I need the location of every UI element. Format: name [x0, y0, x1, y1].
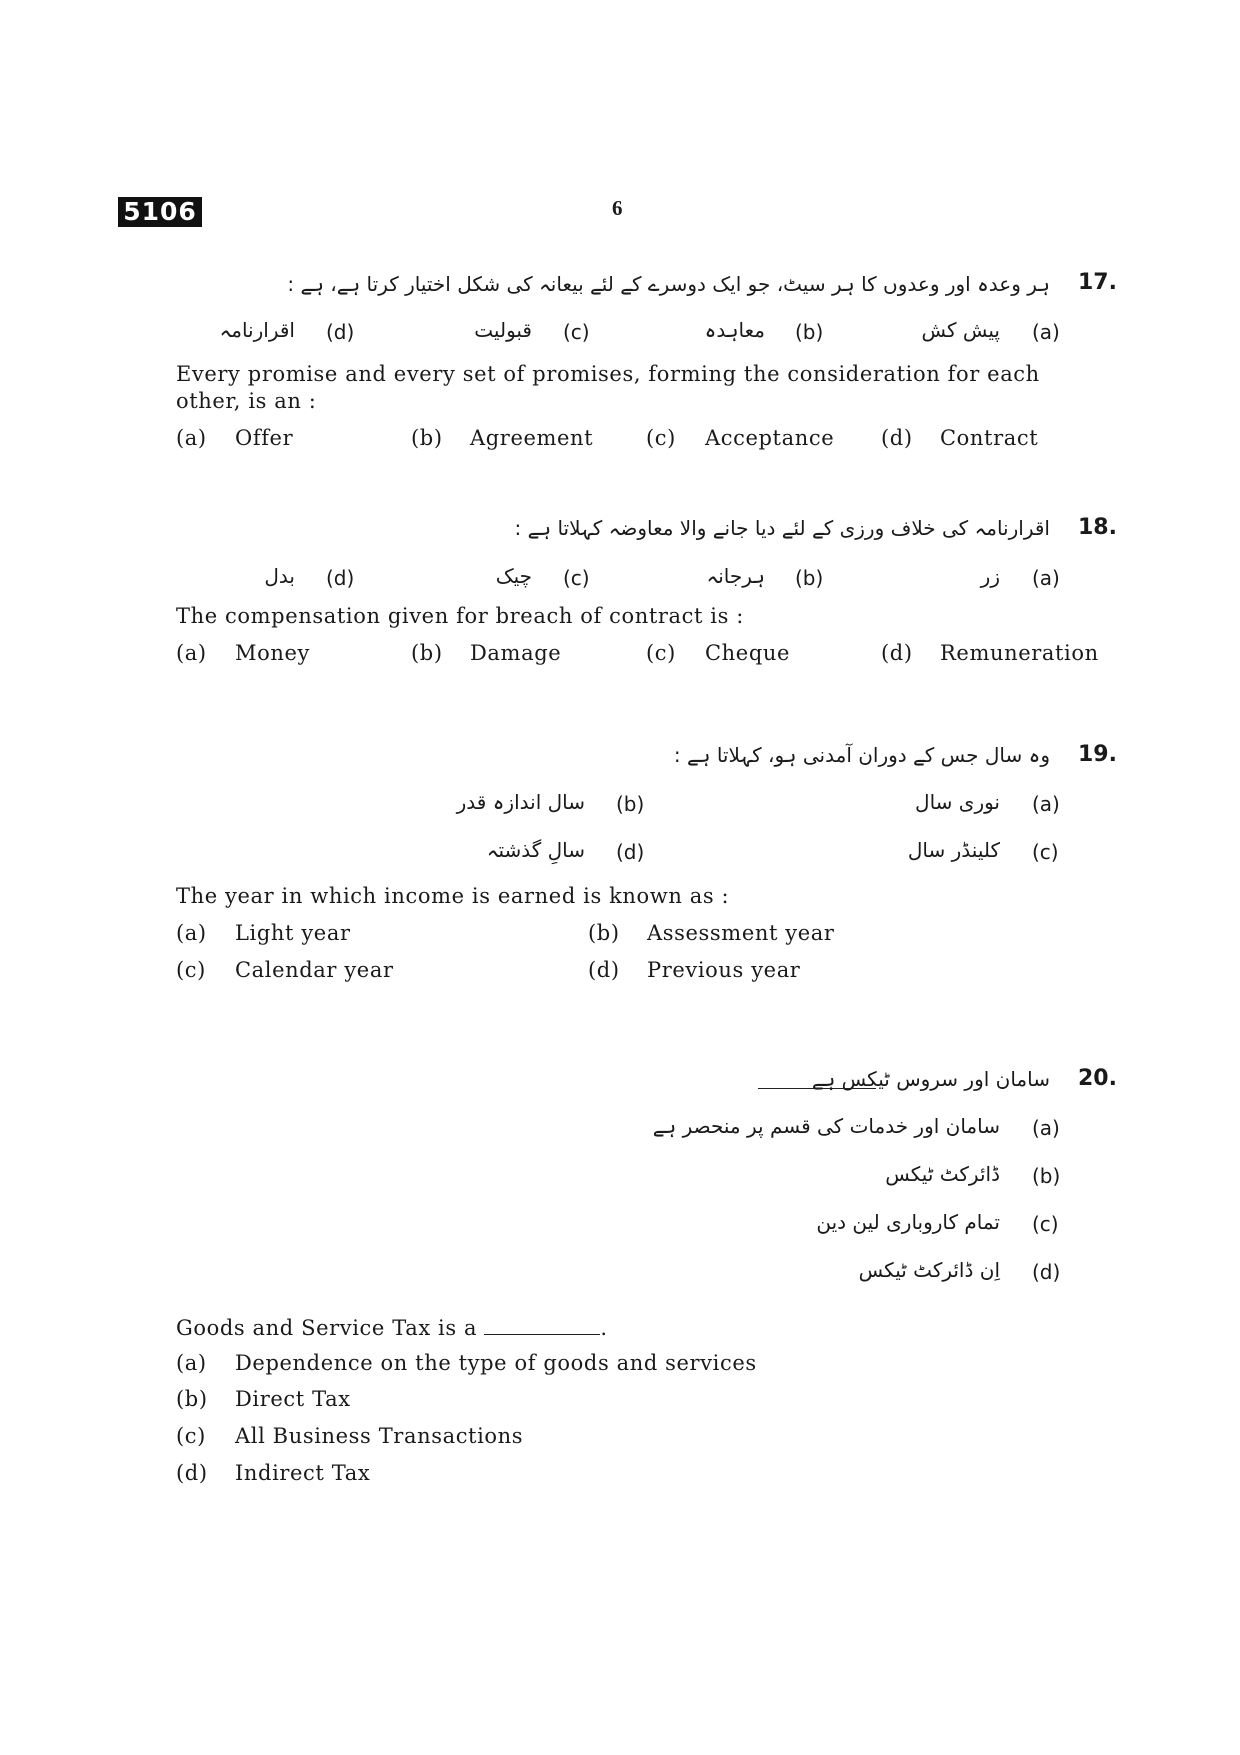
question-17-english-line-1: Every promise and every set of promises, forming the consideration for each: [176, 362, 1040, 386]
q18-option-d-label: (d): [881, 641, 913, 665]
question-19-urdu-text: وہ سال جس کے دوران آمدنی ہو، کہلاتا ہے :: [673, 743, 1050, 767]
q17-urdu-option-a-label: (a): [1032, 320, 1060, 344]
q17-option-d-text: Contract: [940, 426, 1039, 450]
q20-option-a-text: Dependence on the type of goods and services: [235, 1351, 757, 1375]
q18-urdu-option-a-text: زر: [980, 564, 1000, 588]
question-17-urdu-text: ہر وعدہ اور وعدوں کا ہر سیٹ، جو ایک دوسرے کے لئے بیعانہ کی شکل اختیار کرتا ہے، ہے :: [287, 272, 1050, 296]
question-19-number: 19.: [1078, 742, 1117, 767]
question-20-english-text: [176, 1314, 608, 1340]
question-18-number: 18.: [1078, 515, 1117, 540]
q18-urdu-option-d-label: (d): [326, 566, 355, 590]
question-20-english-end: .: [600, 1316, 608, 1340]
q20-urdu-option-b-label: (b): [1032, 1164, 1061, 1188]
q17-urdu-option-c-text: قبولیت: [474, 318, 532, 342]
q20-option-c-text: All Business Transactions: [235, 1424, 524, 1448]
q20-urdu-option-c-text: تمام کاروباری لین دین: [816, 1210, 1000, 1234]
q17-urdu-option-d-text: اقرارنامہ: [219, 318, 295, 342]
q19-option-d-text: Previous year: [647, 958, 801, 982]
q20-option-c-label: (c): [176, 1424, 206, 1448]
q17-urdu-option-b-text: معاہدہ: [704, 318, 765, 342]
q18-option-c-text: Cheque: [705, 641, 791, 665]
question-20-number: 20.: [1078, 1066, 1117, 1091]
q18-urdu-option-d-text: بدل: [264, 564, 295, 588]
q18-urdu-option-c-label: (c): [563, 566, 590, 590]
q18-option-b-label: (b): [411, 641, 443, 665]
q18-option-b-text: Damage: [470, 641, 562, 665]
q19-urdu-option-d-text: سالِ گذشتہ: [486, 838, 585, 862]
question-20-urdu-text: سامان اور سروس ٹیکس ہے: [811, 1067, 1050, 1091]
q20-urdu-option-d-text: اِن ڈائرکٹ ٹیکس: [858, 1258, 1000, 1282]
question-17-number: 17.: [1078, 270, 1117, 295]
q19-option-a-text: Light year: [235, 921, 351, 945]
q18-option-a-label: (a): [176, 641, 207, 665]
q19-option-a-label: (a): [176, 921, 207, 945]
q20-option-a-label: (a): [176, 1351, 207, 1375]
question-20-english-prompt: Goods and Service Tax is a: [176, 1316, 478, 1340]
q18-urdu-option-c-text: چیک: [495, 564, 532, 588]
q19-urdu-option-c-label: (c): [1032, 840, 1059, 864]
page-number: 6: [612, 196, 623, 220]
q17-option-a-label: (a): [176, 426, 207, 450]
question-17-english-line-2: other, is an :: [176, 389, 317, 413]
q19-option-b-label: (b): [588, 921, 620, 945]
q19-urdu-option-c-text: کلینڈر سال: [907, 838, 1000, 862]
q18-urdu-option-b-label: (b): [795, 566, 824, 590]
q19-urdu-option-d-label: (d): [616, 840, 645, 864]
q18-option-c-label: (c): [646, 641, 676, 665]
q19-option-d-label: (d): [588, 958, 620, 982]
q20-urdu-option-b-text: ڈائرکٹ ٹیکس: [885, 1162, 1000, 1186]
q20-urdu-option-a-text: سامان اور خدمات کی قسم پر منحصر ہے: [652, 1114, 1000, 1138]
q17-option-a-text: Offer: [235, 426, 294, 450]
question-19-english-text: The year in which income is earned is known as :: [176, 884, 730, 908]
q17-option-b-text: Agreement: [470, 426, 594, 450]
q19-urdu-option-a-label: (a): [1032, 792, 1060, 816]
q17-option-b-label: (b): [411, 426, 443, 450]
q19-urdu-option-b-text: سال اندازہ قدر: [456, 790, 585, 814]
question-20-english-blank: [484, 1314, 600, 1335]
q19-urdu-option-b-label: (b): [616, 792, 645, 816]
question-20-urdu-blank: [758, 1068, 876, 1089]
q18-urdu-option-b-text: ہرجانہ: [706, 564, 765, 588]
q18-option-d-text: Remuneration: [940, 641, 1099, 665]
q18-urdu-option-a-label: (a): [1032, 566, 1060, 590]
q20-option-b-label: (b): [176, 1387, 208, 1411]
q17-urdu-option-b-label: (b): [795, 320, 824, 344]
q17-urdu-option-a-text: پیش کش: [921, 318, 1000, 342]
q17-option-d-label: (d): [881, 426, 913, 450]
q19-urdu-option-a-text: نوری سال: [915, 790, 1000, 814]
q19-option-b-text: Assessment year: [647, 921, 835, 945]
q17-option-c-text: Acceptance: [705, 426, 835, 450]
question-18-english-text: The compensation given for breach of contract is :: [176, 604, 744, 628]
q18-option-a-text: Money: [235, 641, 310, 665]
q20-urdu-option-a-label: (a): [1032, 1116, 1060, 1140]
q20-urdu-option-d-label: (d): [1032, 1260, 1061, 1284]
q17-urdu-option-d-label: (d): [326, 320, 355, 344]
q20-option-d-label: (d): [176, 1461, 208, 1485]
q17-option-c-label: (c): [646, 426, 676, 450]
q20-option-d-text: Indirect Tax: [235, 1461, 371, 1485]
question-18-urdu-text: اقرارنامہ کی خلاف ورزی کے لئے دیا جانے والا معاوضہ کہلاتا ہے :: [514, 516, 1050, 540]
q19-option-c-label: (c): [176, 958, 206, 982]
q17-urdu-option-c-label: (c): [563, 320, 590, 344]
q20-urdu-option-c-label: (c): [1032, 1212, 1059, 1236]
q20-option-b-text: Direct Tax: [235, 1387, 351, 1411]
q19-option-c-text: Calendar year: [235, 958, 394, 982]
paper-code-badge: 5106: [118, 197, 202, 227]
